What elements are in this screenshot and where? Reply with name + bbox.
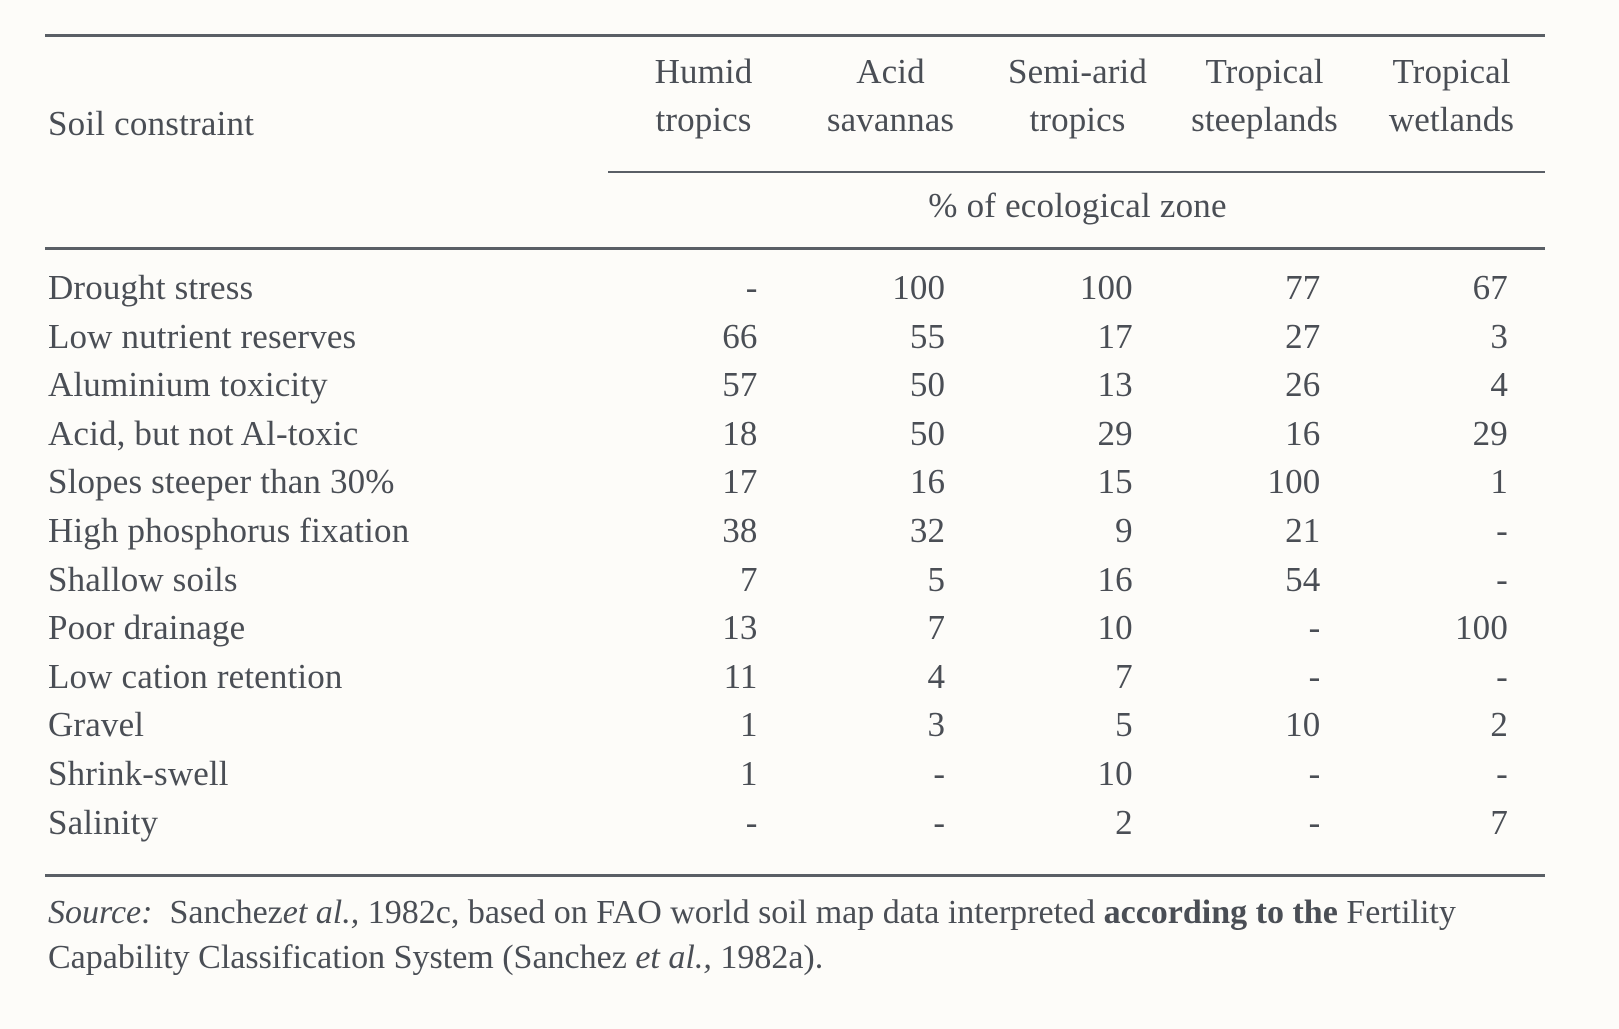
column-header-line2: tropics	[1029, 100, 1126, 140]
row-label: Poor drainage	[48, 608, 246, 648]
table-row	[48, 511, 1548, 560]
column-group-spanner-rule	[608, 171, 1545, 173]
column-header-row	[610, 48, 1545, 145]
column-header-line1: Humid	[654, 52, 753, 91]
table-row	[48, 754, 1548, 803]
column-header-line2: wetlands	[1388, 100, 1515, 140]
column-header-line1: Tropical	[1205, 52, 1324, 91]
cell-r3-c3: 13	[1097, 365, 1133, 405]
cell-r12-c1: -	[745, 802, 758, 842]
cell-r3-c2: 50	[909, 365, 946, 405]
cell-r5-c1: 17	[722, 462, 758, 502]
cell-r6-c3: 9	[1115, 510, 1133, 550]
cell-r9-c1: 11	[723, 656, 758, 696]
cell-r6-c1: 38	[722, 510, 758, 550]
cell-r12-c5: 7	[1490, 802, 1508, 842]
cell-r8-c5: 100	[1455, 608, 1508, 648]
cell-r4-c3: 29	[1097, 413, 1133, 453]
cell-r5-c4: 100	[1267, 462, 1321, 502]
source-etal-2: et al.,	[635, 939, 712, 977]
row-label: Shrink-swell	[48, 753, 229, 793]
row-label: High phosphorus fixation	[48, 510, 410, 550]
row-label: Drought stress	[48, 268, 254, 307]
cell-r6-c5: -	[1496, 510, 1508, 550]
row-label: Salinity	[48, 802, 159, 842]
table-row	[48, 268, 1548, 317]
cell-r10-c4: 10	[1285, 705, 1321, 745]
source-body-4: 1982a).	[720, 939, 824, 977]
table-row	[48, 705, 1548, 754]
column-header-2	[797, 48, 984, 145]
row-values	[610, 754, 1548, 794]
table-row	[48, 365, 1548, 414]
table-row	[48, 803, 1548, 852]
cell-r1-c5: 67	[1472, 268, 1508, 307]
cell-r8-c2: 7	[927, 608, 946, 648]
row-values	[610, 511, 1548, 551]
row-values	[610, 317, 1548, 357]
row-values	[610, 462, 1548, 502]
table-row	[48, 462, 1548, 511]
cell-r2-c4: 27	[1285, 316, 1321, 356]
source-author-1: Sanchez	[169, 894, 283, 931]
column-header-line2: tropics	[655, 100, 752, 140]
cell-r1-c3: 100	[1079, 268, 1133, 307]
cell-r11-c2: -	[933, 753, 946, 793]
cell-r2-c5: 3	[1490, 316, 1508, 356]
stub-header: Soil constraint	[48, 104, 255, 143]
cell-r7-c3: 16	[1097, 559, 1133, 599]
row-label: Acid, but not Al-toxic	[48, 413, 359, 453]
cell-r4-c4: 16	[1285, 413, 1321, 453]
cell-r10-c5: 2	[1490, 705, 1508, 745]
table-row	[48, 317, 1548, 366]
cell-r11-c4: -	[1308, 753, 1321, 793]
row-label: Low nutrient reserves	[48, 316, 357, 356]
cell-r12-c3: 2	[1115, 802, 1133, 842]
cell-r4-c5: 29	[1472, 413, 1508, 453]
table-row	[48, 657, 1548, 706]
source-etal-1: et al.,	[282, 894, 360, 931]
cell-r12-c2: -	[933, 802, 946, 842]
column-header-line1: Tropical	[1392, 52, 1511, 91]
row-values	[610, 608, 1548, 648]
cell-r3-c5: 4	[1490, 365, 1508, 405]
row-values	[610, 268, 1548, 308]
cell-r8-c1: 13	[722, 608, 758, 648]
cell-r7-c1: 7	[739, 559, 758, 599]
cell-r9-c4: -	[1308, 656, 1321, 696]
row-label: Gravel	[48, 705, 145, 745]
header-bottom-rule	[45, 247, 1545, 250]
cell-r2-c1: 66	[722, 316, 758, 356]
cell-r9-c5: -	[1496, 656, 1508, 696]
cell-r9-c2: 4	[927, 656, 946, 696]
table-body	[48, 268, 1548, 851]
cell-r11-c1: 1	[739, 753, 758, 793]
cell-r5-c2: 16	[909, 462, 946, 502]
row-values	[610, 365, 1548, 405]
cell-r1-c2: 100	[892, 268, 946, 307]
source-body-1: 1982c, based on FAO world soil map data interpreted	[367, 894, 1096, 931]
row-label: Slopes steeper than 30%	[48, 462, 395, 502]
cell-r1-c4: 77	[1285, 268, 1321, 307]
row-values	[610, 414, 1548, 454]
row-label: Aluminium toxicity	[48, 365, 328, 405]
cell-r10-c1: 1	[739, 705, 758, 745]
cell-r3-c1: 57	[722, 365, 758, 405]
table-bottom-rule	[45, 874, 1545, 877]
cell-r11-c5: -	[1496, 753, 1508, 793]
column-header-5	[1358, 48, 1545, 145]
cell-r8-c4: -	[1308, 608, 1321, 648]
cell-r8-c3: 10	[1097, 608, 1133, 648]
cell-r5-c3: 15	[1097, 462, 1133, 502]
cell-r12-c4: -	[1308, 802, 1321, 842]
source-body-1b: according to	[1103, 894, 1284, 931]
column-header-line2: savannas	[826, 100, 955, 140]
cell-r7-c2: 5	[927, 559, 946, 599]
row-label: Shallow soils	[48, 559, 238, 599]
cell-r10-c2: 3	[927, 705, 946, 745]
source-body-3: Fertility Capability Classification System (Sanchez	[48, 894, 1456, 977]
cell-r9-c3: 7	[1115, 656, 1133, 696]
row-values	[610, 705, 1548, 745]
cell-r4-c1: 18	[722, 413, 758, 453]
cell-r7-c5: -	[1496, 559, 1508, 599]
source-label: Source:	[48, 894, 153, 931]
table-row	[48, 560, 1548, 609]
column-header-1	[610, 48, 797, 145]
cell-r11-c3: 10	[1097, 753, 1133, 793]
table-top-rule	[45, 34, 1545, 37]
column-header-line2: steeplands	[1191, 100, 1338, 140]
source-note	[48, 890, 1553, 980]
cell-r5-c5: 1	[1490, 462, 1508, 502]
cell-r6-c2: 32	[909, 510, 946, 550]
row-values	[610, 803, 1548, 843]
column-header-line1: Semi-arid	[1008, 52, 1147, 91]
cell-r4-c2: 50	[909, 413, 946, 453]
cell-r10-c3: 5	[1115, 705, 1133, 745]
row-values	[610, 657, 1548, 697]
spanner-label: % of ecological zone	[928, 186, 1227, 225]
cell-r3-c4: 26	[1285, 365, 1321, 405]
source-body-2: the	[1292, 894, 1338, 931]
column-header-3	[984, 48, 1171, 145]
table-row	[48, 608, 1548, 657]
table-row	[48, 414, 1548, 463]
cell-r1-c1: -	[745, 268, 758, 307]
cell-r2-c2: 55	[909, 316, 946, 356]
cell-r7-c4: 54	[1285, 559, 1321, 599]
column-header-4	[1171, 48, 1358, 145]
cell-r6-c4: 21	[1285, 510, 1321, 550]
column-header-line1: Acid	[856, 52, 925, 91]
cell-r2-c3: 17	[1097, 316, 1133, 356]
row-values	[610, 560, 1548, 600]
row-label: Low cation retention	[48, 656, 343, 696]
